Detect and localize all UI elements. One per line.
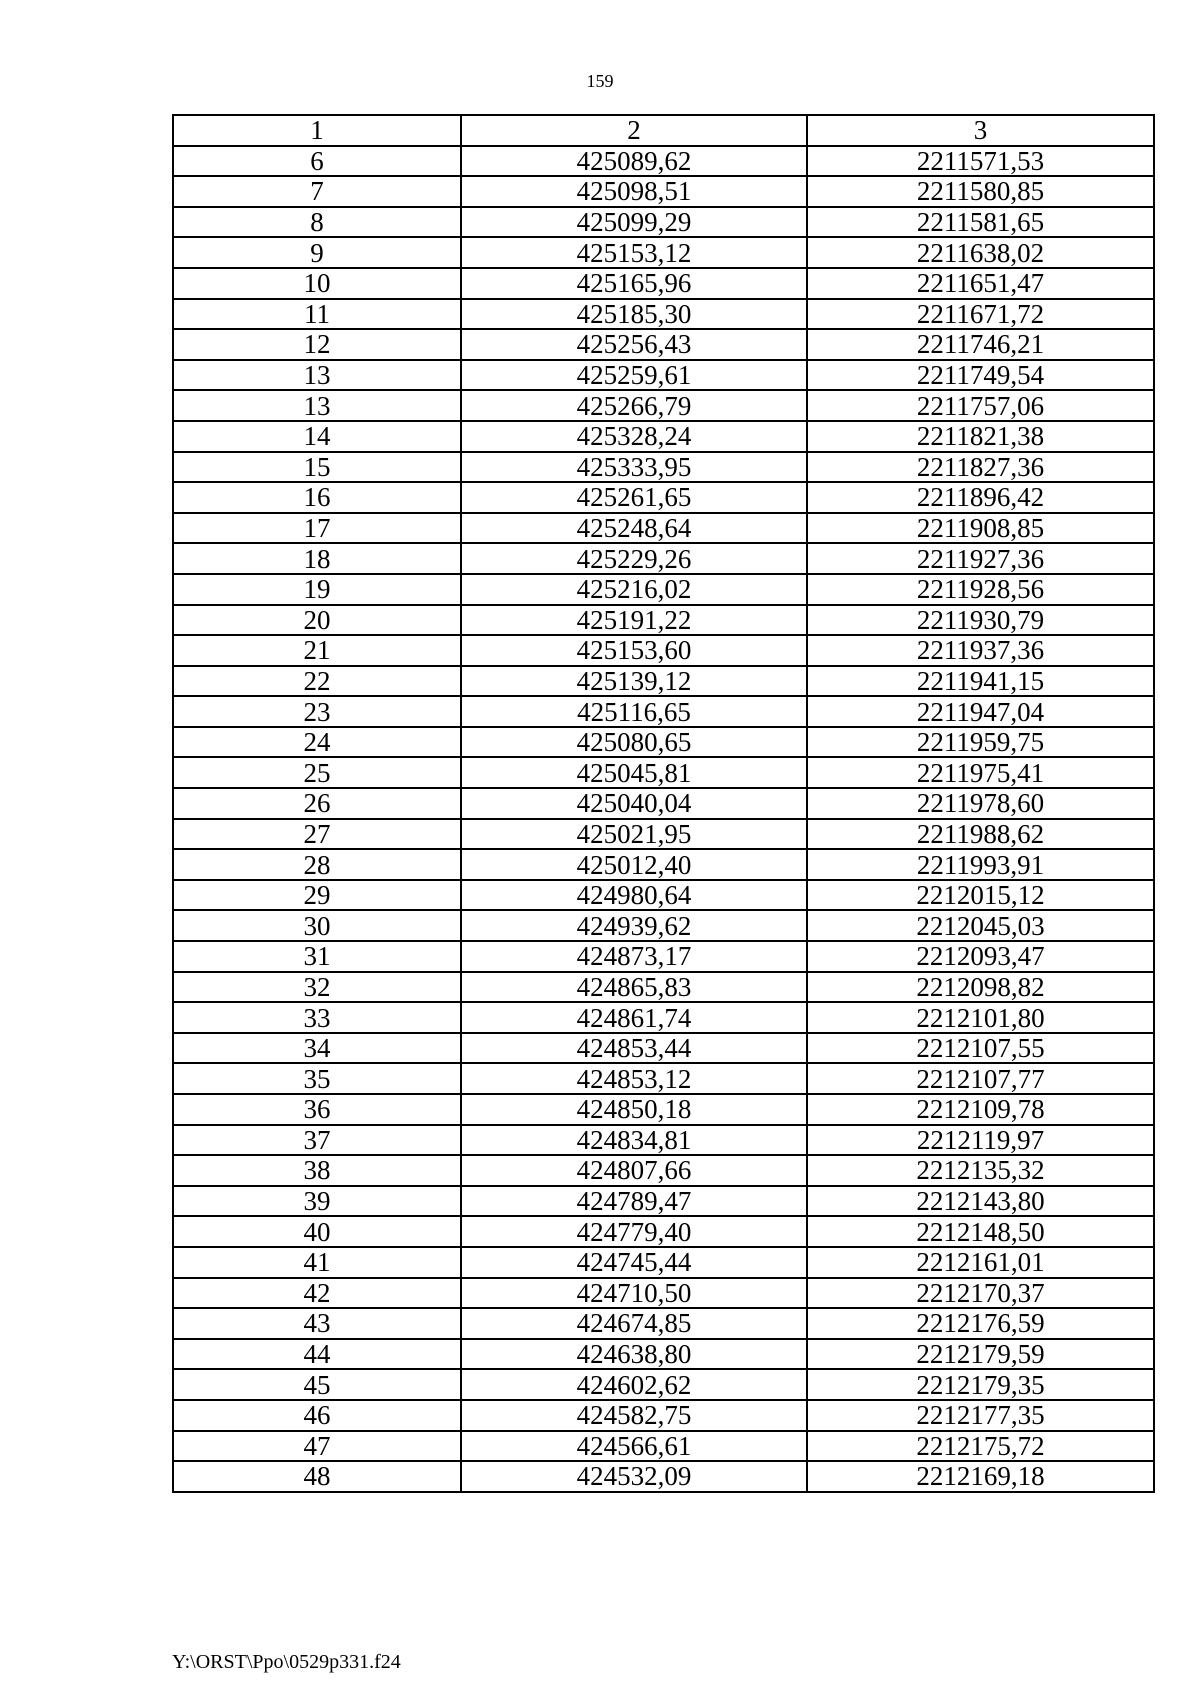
- point-number-cell: 8: [173, 207, 461, 238]
- x-coordinate-cell: 425328,24: [461, 421, 807, 452]
- table-row: [173, 1339, 1154, 1370]
- y-coordinate-cell: 2212135,32: [807, 1155, 1154, 1186]
- table-row: [173, 360, 1154, 391]
- table-row: [173, 696, 1154, 727]
- point-number-cell: 44: [173, 1339, 461, 1370]
- x-coordinate-cell: 424861,74: [461, 1002, 807, 1033]
- table-row: [173, 666, 1154, 697]
- x-coordinate-cell: 425045,81: [461, 757, 807, 788]
- y-coordinate-cell: 2212045,03: [807, 910, 1154, 941]
- table-row: [173, 1308, 1154, 1339]
- point-number-cell: 9: [173, 237, 461, 268]
- y-coordinate-cell: 2212101,80: [807, 1002, 1154, 1033]
- x-coordinate-cell: 424745,44: [461, 1247, 807, 1278]
- table-row: [173, 1431, 1154, 1462]
- point-number-cell: 12: [173, 329, 461, 360]
- x-coordinate-cell: 424834,81: [461, 1125, 807, 1156]
- y-coordinate-cell: 2212107,55: [807, 1033, 1154, 1064]
- x-coordinate-cell: 424873,17: [461, 941, 807, 972]
- x-coordinate-cell: 424638,80: [461, 1339, 807, 1370]
- y-coordinate-cell: 2211978,60: [807, 788, 1154, 819]
- table-row: [173, 482, 1154, 513]
- table-row: [173, 1278, 1154, 1309]
- point-number-cell: 38: [173, 1155, 461, 1186]
- y-coordinate-cell: 2212161,01: [807, 1247, 1154, 1278]
- point-number-cell: 31: [173, 941, 461, 972]
- table-row: [173, 268, 1154, 299]
- point-number-cell: 19: [173, 574, 461, 605]
- x-coordinate-cell: 425266,79: [461, 390, 807, 421]
- x-coordinate-cell: 425191,22: [461, 605, 807, 636]
- table-row: [173, 207, 1154, 238]
- point-number-cell: 43: [173, 1308, 461, 1339]
- x-coordinate-cell: 425089,62: [461, 146, 807, 177]
- y-coordinate-cell: 2211975,41: [807, 757, 1154, 788]
- y-coordinate-cell: 2211757,06: [807, 390, 1154, 421]
- x-coordinate-cell: 424807,66: [461, 1155, 807, 1186]
- coordinates-table: [172, 114, 1155, 1493]
- point-number-cell: 10: [173, 268, 461, 299]
- point-number-cell: 25: [173, 757, 461, 788]
- y-coordinate-cell: 2211928,56: [807, 574, 1154, 605]
- y-coordinate-cell: 2211959,75: [807, 727, 1154, 758]
- point-number-cell: 47: [173, 1431, 461, 1462]
- point-number-cell: 15: [173, 452, 461, 483]
- x-coordinate-cell: 425040,04: [461, 788, 807, 819]
- y-coordinate-cell: 2212093,47: [807, 941, 1154, 972]
- x-coordinate-cell: 424779,40: [461, 1216, 807, 1247]
- table-row: [173, 146, 1154, 177]
- x-coordinate-cell: 425256,43: [461, 329, 807, 360]
- table-row: [173, 635, 1154, 666]
- y-coordinate-cell: 2211580,85: [807, 176, 1154, 207]
- x-coordinate-cell: 425153,60: [461, 635, 807, 666]
- table-row: [173, 1125, 1154, 1156]
- point-number-cell: 48: [173, 1461, 461, 1492]
- point-number-cell: 17: [173, 513, 461, 544]
- x-coordinate-cell: 425080,65: [461, 727, 807, 758]
- column-header-3: 3: [807, 115, 1154, 146]
- y-coordinate-cell: 2211947,04: [807, 696, 1154, 727]
- point-number-cell: 24: [173, 727, 461, 758]
- point-number-cell: 30: [173, 910, 461, 941]
- y-coordinate-cell: 2211827,36: [807, 452, 1154, 483]
- x-coordinate-cell: 424582,75: [461, 1400, 807, 1431]
- table-row: [173, 727, 1154, 758]
- x-coordinate-cell: 424602,62: [461, 1369, 807, 1400]
- y-coordinate-cell: 2211937,36: [807, 635, 1154, 666]
- point-number-cell: 35: [173, 1063, 461, 1094]
- table-row: [173, 605, 1154, 636]
- x-coordinate-cell: 424980,64: [461, 880, 807, 911]
- table-header: [173, 115, 1154, 146]
- y-coordinate-cell: 2212098,82: [807, 972, 1154, 1003]
- x-coordinate-cell: 425116,65: [461, 696, 807, 727]
- point-number-cell: 22: [173, 666, 461, 697]
- y-coordinate-cell: 2212179,35: [807, 1369, 1154, 1400]
- point-number-cell: 16: [173, 482, 461, 513]
- table-row: [173, 910, 1154, 941]
- x-coordinate-cell: 424939,62: [461, 910, 807, 941]
- table-row: [173, 329, 1154, 360]
- table-row: [173, 299, 1154, 330]
- table-row: [173, 452, 1154, 483]
- y-coordinate-cell: 2212109,78: [807, 1094, 1154, 1125]
- table-row: [173, 788, 1154, 819]
- table-row: [173, 1063, 1154, 1094]
- y-coordinate-cell: 2212107,77: [807, 1063, 1154, 1094]
- table-row: [173, 421, 1154, 452]
- point-number-cell: 6: [173, 146, 461, 177]
- x-coordinate-cell: 425165,96: [461, 268, 807, 299]
- y-coordinate-cell: 2212119,97: [807, 1125, 1154, 1156]
- point-number-cell: 20: [173, 605, 461, 636]
- table-row: [173, 1369, 1154, 1400]
- y-coordinate-cell: 2211941,15: [807, 666, 1154, 697]
- table-row: [173, 1094, 1154, 1125]
- y-coordinate-cell: 2211821,38: [807, 421, 1154, 452]
- y-coordinate-cell: 2211993,91: [807, 849, 1154, 880]
- table-row: [173, 1400, 1154, 1431]
- x-coordinate-cell: 424532,09: [461, 1461, 807, 1492]
- point-number-cell: 32: [173, 972, 461, 1003]
- x-coordinate-cell: 425259,61: [461, 360, 807, 391]
- y-coordinate-cell: 2211749,54: [807, 360, 1154, 391]
- x-coordinate-cell: 424853,12: [461, 1063, 807, 1094]
- y-coordinate-cell: 2212015,12: [807, 880, 1154, 911]
- x-coordinate-cell: 425261,65: [461, 482, 807, 513]
- point-number-cell: 29: [173, 880, 461, 911]
- point-number-cell: 37: [173, 1125, 461, 1156]
- point-number-cell: 28: [173, 849, 461, 880]
- point-number-cell: 26: [173, 788, 461, 819]
- x-coordinate-cell: 425185,30: [461, 299, 807, 330]
- table-row: [173, 819, 1154, 850]
- point-number-cell: 23: [173, 696, 461, 727]
- point-number-cell: 36: [173, 1094, 461, 1125]
- point-number-cell: 34: [173, 1033, 461, 1064]
- y-coordinate-cell: 2211571,53: [807, 146, 1154, 177]
- point-number-cell: 46: [173, 1400, 461, 1431]
- x-coordinate-cell: 425153,12: [461, 237, 807, 268]
- point-number-cell: 13: [173, 390, 461, 421]
- x-coordinate-cell: 425216,02: [461, 574, 807, 605]
- point-number-cell: 39: [173, 1186, 461, 1217]
- y-coordinate-cell: 2211930,79: [807, 605, 1154, 636]
- x-coordinate-cell: 425021,95: [461, 819, 807, 850]
- x-coordinate-cell: 425248,64: [461, 513, 807, 544]
- y-coordinate-cell: 2212176,59: [807, 1308, 1154, 1339]
- x-coordinate-cell: 425229,26: [461, 543, 807, 574]
- table-row: [173, 390, 1154, 421]
- point-number-cell: 13: [173, 360, 461, 391]
- y-coordinate-cell: 2212148,50: [807, 1216, 1154, 1247]
- y-coordinate-cell: 2211651,47: [807, 268, 1154, 299]
- y-coordinate-cell: 2211746,21: [807, 329, 1154, 360]
- coordinates-table-container: [172, 114, 1153, 1493]
- point-number-cell: 42: [173, 1278, 461, 1309]
- point-number-cell: 14: [173, 421, 461, 452]
- table-body: [173, 146, 1154, 1492]
- column-header-2: 2: [461, 115, 807, 146]
- point-number-cell: 27: [173, 819, 461, 850]
- table-row: [173, 972, 1154, 1003]
- table-row: [173, 1186, 1154, 1217]
- point-number-cell: 40: [173, 1216, 461, 1247]
- x-coordinate-cell: 425098,51: [461, 176, 807, 207]
- column-header-1: 1: [173, 115, 461, 146]
- point-number-cell: 21: [173, 635, 461, 666]
- point-number-cell: 45: [173, 1369, 461, 1400]
- x-coordinate-cell: 425333,95: [461, 452, 807, 483]
- y-coordinate-cell: 2212170,37: [807, 1278, 1154, 1309]
- y-coordinate-cell: 2212179,59: [807, 1339, 1154, 1370]
- point-number-cell: 33: [173, 1002, 461, 1033]
- x-coordinate-cell: 425139,12: [461, 666, 807, 697]
- x-coordinate-cell: 424710,50: [461, 1278, 807, 1309]
- table-row: [173, 1033, 1154, 1064]
- table-row: [173, 941, 1154, 972]
- y-coordinate-cell: 2211581,65: [807, 207, 1154, 238]
- x-coordinate-cell: 424850,18: [461, 1094, 807, 1125]
- point-number-cell: 41: [173, 1247, 461, 1278]
- table-row: [173, 1155, 1154, 1186]
- y-coordinate-cell: 2211908,85: [807, 513, 1154, 544]
- x-coordinate-cell: 424865,83: [461, 972, 807, 1003]
- table-row: [173, 574, 1154, 605]
- table-row: [173, 513, 1154, 544]
- x-coordinate-cell: 424566,61: [461, 1431, 807, 1462]
- y-coordinate-cell: 2212177,35: [807, 1400, 1154, 1431]
- page-number: 159: [586, 71, 614, 91]
- point-number-cell: 7: [173, 176, 461, 207]
- y-coordinate-cell: 2211988,62: [807, 819, 1154, 850]
- table-row: [173, 543, 1154, 574]
- y-coordinate-cell: 2212143,80: [807, 1186, 1154, 1217]
- point-number-cell: 11: [173, 299, 461, 330]
- table-row: [173, 1002, 1154, 1033]
- table-row: [173, 1247, 1154, 1278]
- y-coordinate-cell: 2212169,18: [807, 1461, 1154, 1492]
- point-number-cell: 18: [173, 543, 461, 574]
- y-coordinate-cell: 2211671,72: [807, 299, 1154, 330]
- table-row: [173, 1216, 1154, 1247]
- table-row: [173, 1461, 1154, 1492]
- table-row: [173, 176, 1154, 207]
- table-row: [173, 237, 1154, 268]
- x-coordinate-cell: 425012,40: [461, 849, 807, 880]
- y-coordinate-cell: 2211638,02: [807, 237, 1154, 268]
- footer-file-path: Y:\ORST\Ppo\0529p331.f24: [172, 1651, 401, 1673]
- y-coordinate-cell: 2211927,36: [807, 543, 1154, 574]
- table-row: [173, 880, 1154, 911]
- table-row: [173, 757, 1154, 788]
- x-coordinate-cell: 424674,85: [461, 1308, 807, 1339]
- x-coordinate-cell: 424789,47: [461, 1186, 807, 1217]
- table-row: [173, 849, 1154, 880]
- x-coordinate-cell: 425099,29: [461, 207, 807, 238]
- y-coordinate-cell: 2211896,42: [807, 482, 1154, 513]
- x-coordinate-cell: 424853,44: [461, 1033, 807, 1064]
- header-row: [173, 115, 1154, 146]
- y-coordinate-cell: 2212175,72: [807, 1431, 1154, 1462]
